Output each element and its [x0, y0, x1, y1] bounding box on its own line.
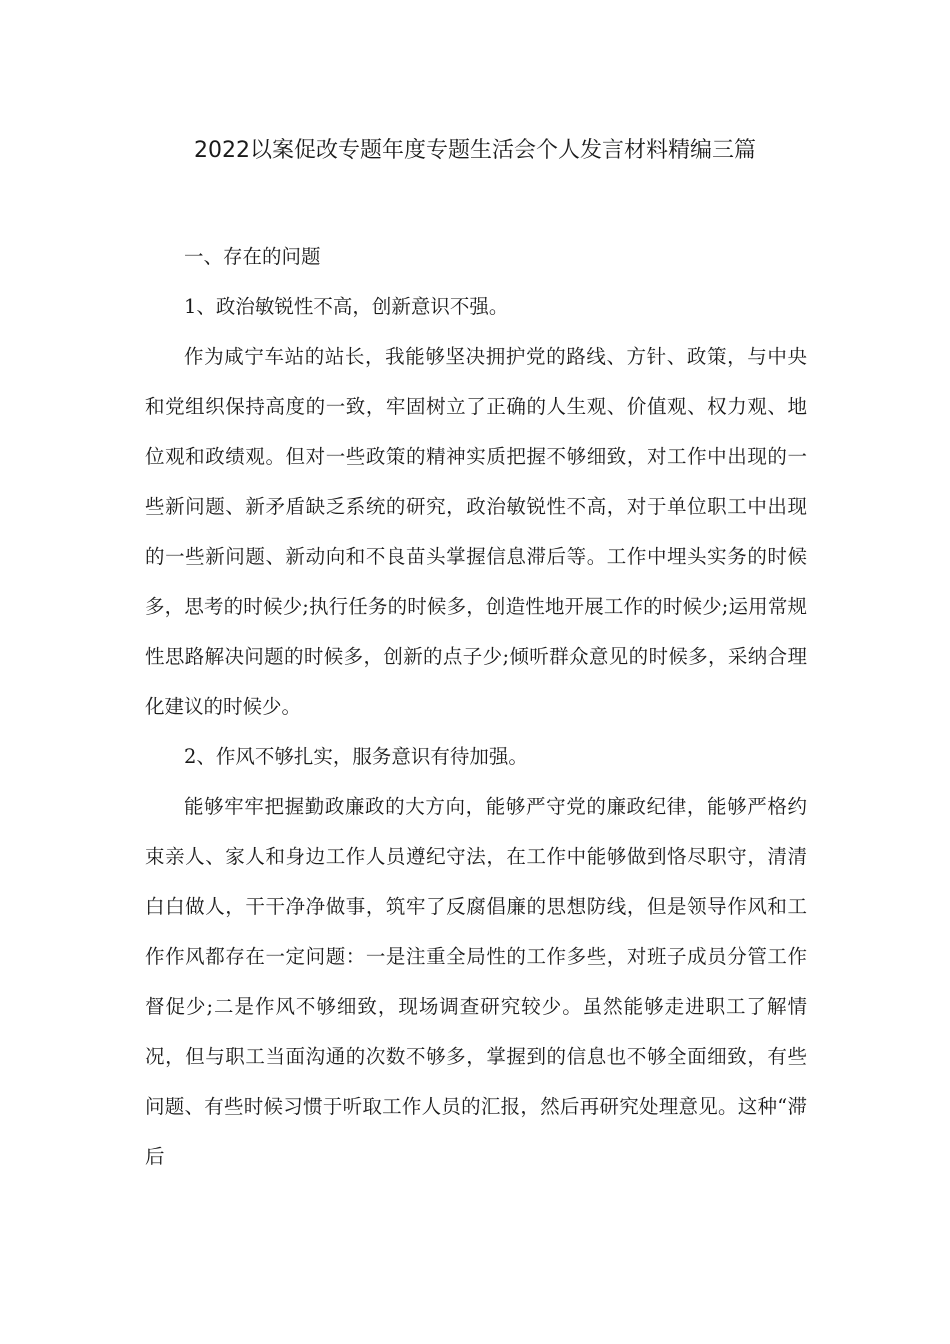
subsection-heading: 2、作风不够扎实，服务意识有待加强。 [184, 745, 528, 768]
document-body [145, 232, 807, 1182]
body-paragraph: 作为咸宁车站的站长，我能够坚决拥护党的路线、方针、政策，与中央和党组织保持高度的一致，牢固树立了正确的人生观、价值观、权力观、地位观和政绩观。但对一些政策的精神实质把握不够细致，对工作中出现的一些新问题、新矛盾缺乏系统的研究，政治敏锐性不高，对于单位职工中出现的一些新问题、新动向和不良苗头掌握信息滞后等。工作中埋头实务的时候多，思考的时候少;执行任务的时候多，创造性地开展工作的时候少;运用常规性思路解决问题的时候多，创新的点子少;倾听群众意见的时候多，采纳合理化建议的时候少。 [145, 345, 807, 718]
document-title: 2022以案促改专题年度专题生活会个人发言材料精编三篇 [194, 138, 756, 163]
subsection-heading: 1、政治敏锐性不高，创新意识不强。 [184, 295, 509, 318]
section-heading: 一、存在的问题 [184, 245, 321, 268]
body-paragraph: 能够牢牢把握勤政廉政的大方向，能够严守党的廉政纪律，能够严格约束亲人、家人和身边工作人员遵纪守法，在工作中能够做到恪尽职守，清清白白做人，干干净净做事，筑牢了反腐倡廉的思想防线，但是领导作风和工作作风都存在一定问题：一是注重全局性的工作多些，对班子成员分管工作督促少;二是作风不够细致，现场调查研究较少。虽然能够走进职工了解情况，但与职工当面沟通的次数不够多，掌握到的信息也不够全面细致，有些问题、有些时候习惯于听取工作人员的汇报，然后再研究处理意见。这种“滞后 [145, 795, 807, 1168]
